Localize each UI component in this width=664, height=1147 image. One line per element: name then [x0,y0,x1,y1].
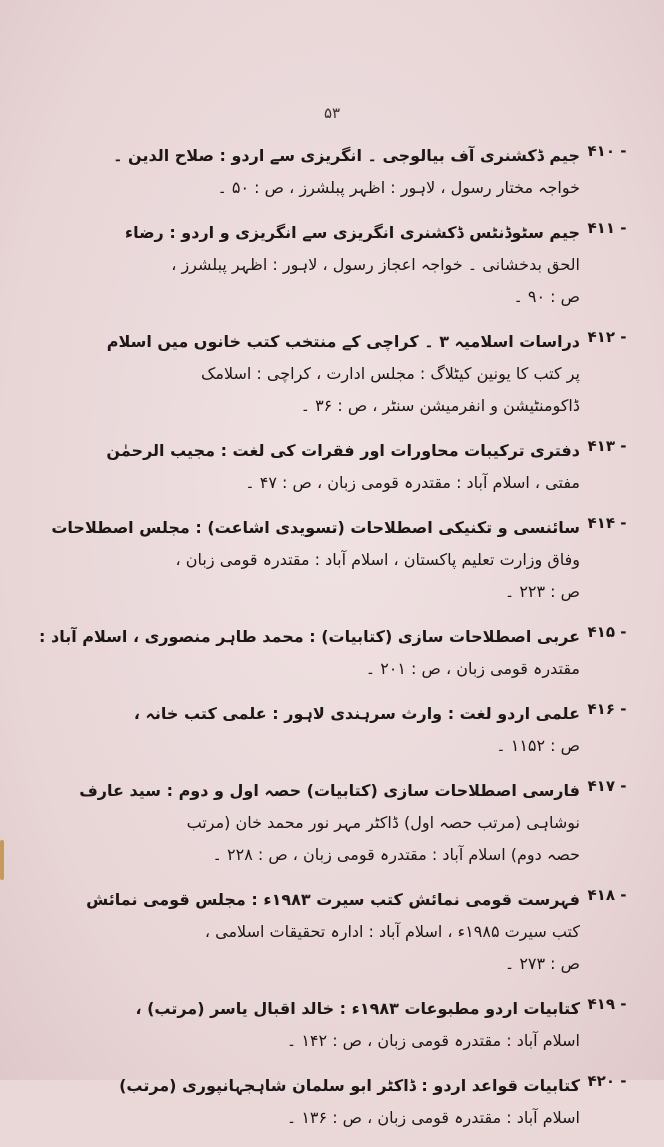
entry-number: ۴۱۲ - [587,328,627,346]
entry-title-line: جیم سٹوڈنٹس ڈکشنری انگریزی سے انگریزی و اردو : رضاء [124,223,580,242]
margin-stain [0,840,4,880]
bibliography-entry [28,1070,630,1134]
bibliography-entry [28,993,630,1057]
bibliography-entry [28,621,630,685]
entry-number: ۴۱۳ - [587,437,627,455]
bibliography-entry [28,698,630,762]
entry-detail-line: پر کتب کا یونین کیٹلاگ : مجلس ادارت ، کراچی : اسلامک [201,364,580,383]
entry-number: ۴۱۸ - [587,886,627,904]
entry-title-line: علمی اردو لغت : وارث سرہندی لاہور : علمی کتب خانہ ، [133,704,580,723]
bibliography-entry [28,512,630,608]
entry-title-line: فہرست قومی نمائش کتب سیرت ۱۹۸۳ء : مجلس قومی نمائش [86,890,580,909]
entry-detail-line: مفتی ، اسلام آباد : مقتدرہ قومی زبان ، ص : ۴۷ ۔ [245,473,580,492]
entry-detail-line: ص : ۲۷۳ ۔ [504,954,580,973]
entry-detail-line: خواجہ مختار رسول ، لاہور : اظہر پبلشرز ، ص : ۵۰ ۔ [217,178,580,197]
entry-title-line: فارسی اصطلاحات سازی (کتابیات) حصہ اول و دوم : سید عارف [79,781,580,800]
bibliography-entry [28,884,630,980]
entry-title-line: کتابیات قواعد اردو : ڈاکٹر ابو سلمان شاہجہانپوری (مرتب) [119,1076,580,1095]
entry-detail-line: اسلام آباد : مقتدرہ قومی زبان ، ص : ۱۴۲ ۔ [286,1031,580,1050]
entry-title-line: سائنسی و تکنیکی اصطلاحات (تسویدی اشاعت) : مجلس اصطلاحات [51,518,580,537]
entry-detail-line: کتب سیرت ۱۹۸۵ء ، اسلام آباد : ادارہ تحقیقات اسلامی ، [204,922,580,941]
entry-title-line: جیم ڈکشنری آف بیالوجی ۔ انگریزی سے اردو : صلاح الدین ۔ [113,146,580,165]
entry-number: ۴۱۱ - [587,219,627,237]
entry-detail-line: وفاق وزارت تعلیم پاکستان ، اسلام آباد : مقتدرہ قومی زبان ، [175,550,580,569]
entry-detail-line: نوشاہی (مرتب حصہ اول) ڈاکٹر مہر نور محمد خان (مرتب [186,813,580,832]
entry-detail-line: ص : ۹۰ ۔ [513,287,580,306]
bibliography-entry [28,326,630,422]
bibliography-entry [28,217,630,313]
entry-detail-line: ص : ۱۱۵۲ ۔ [496,736,580,755]
entry-detail-line: ڈاکومنٹیشن و انفرمیشن سنٹر ، ص : ۳۶ ۔ [300,396,580,415]
entry-number: ۴۱۰ - [587,142,627,160]
page-number: ۵۳ [323,104,341,122]
bibliography-entry [28,435,630,499]
entry-detail-line: الحق بدخشانی ۔ خواجہ اعجاز رسول ، لاہور : اظہر پبلشرز ، [171,255,580,274]
entry-title-line: عربی اصطلاحات سازی (کتابیات) : محمد طاہر منصوری ، اسلام آباد : [39,627,580,646]
entry-detail-line: حصہ دوم) اسلام آباد : مقتدرہ قومی زبان ، ص : ۲۲۸ ۔ [212,845,580,864]
entry-detail-line: اسلام آباد : مقتدرہ قومی زبان ، ص : ۱۳۶ ۔ [286,1108,580,1127]
entry-number: ۴۲۰ - [587,1072,627,1090]
entry-title-line: کتابیات اردو مطبوعات ۱۹۸۳ء : خالد اقبال یاسر (مرتب) ، [135,999,580,1018]
bibliography-list [28,140,630,1147]
entry-title-line: دفتری ترکیبات محاورات اور فقرات کی لغت : مجیب الرحمٰن [106,441,580,460]
entry-number: ۴۱۶ - [587,700,627,718]
entry-detail-line: مقتدرہ قومی زبان ، ص : ۲۰۱ ۔ [365,659,580,678]
entry-detail-line: ص : ۲۲۳ ۔ [504,582,580,601]
bibliography-entry [28,140,630,204]
entry-title-line: دراسات اسلامیہ ۳ ۔ کراچی کے منتخب کتب خانوں میں اسلام [106,332,580,351]
entry-number: ۴۱۷ - [587,777,627,795]
entry-number: ۴۱۵ - [587,623,627,641]
entry-number: ۴۱۹ - [587,995,627,1013]
entry-number: ۴۱۴ - [587,514,627,532]
bibliography-entry [28,775,630,871]
